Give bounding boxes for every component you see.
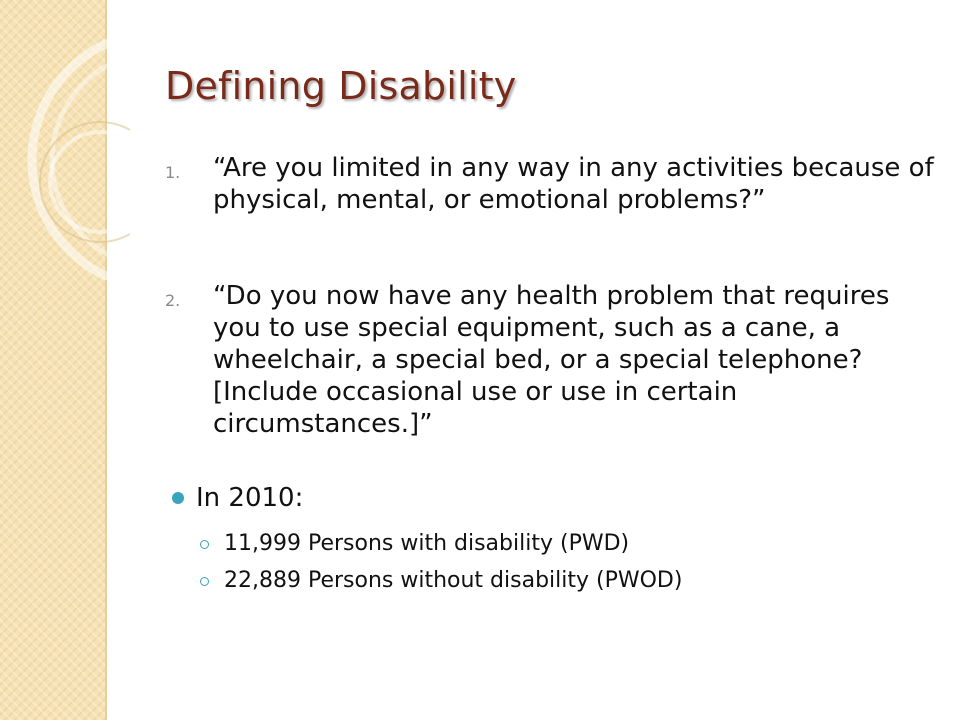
slide-title: Defining Disability (165, 64, 517, 108)
list-number: 1. (165, 163, 181, 182)
sub-bullet-ring-icon (200, 540, 209, 549)
list-number: 2. (165, 291, 181, 310)
sub-bullet-item (200, 567, 682, 595)
sub-bullet-text: 11,999 Persons with disability (PWD) (224, 531, 630, 556)
sub-bullet-ring-icon (200, 577, 209, 586)
sub-bullet-item (200, 530, 629, 558)
question-text: “Are you limited in any way in any activities because of physical, mental, or emotional problems?” (213, 153, 934, 215)
numbered-item-1 (165, 152, 945, 216)
sub-bullet-text: 22,889 Persons without disability (PWOD) (224, 568, 683, 593)
question-text: “Do you now have any health problem that requires you to use special equipment, such as a cane, a wheelchair, a special bed, or a special telephone? [Include occasional use or use in certain circumstances.]” (213, 281, 890, 439)
bullet-item (172, 482, 303, 514)
concentric-circles-icon (0, 0, 130, 280)
numbered-item-2 (165, 280, 945, 440)
bullet-dot-icon (172, 492, 184, 504)
bullet-text: In 2010: (196, 483, 304, 513)
